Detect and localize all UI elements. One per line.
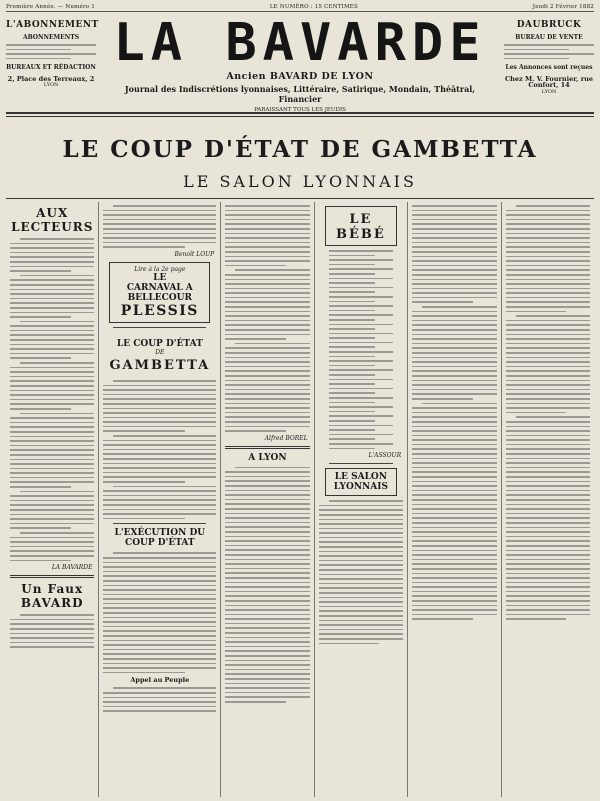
faux-bavard-title: Un Faux BAVARD: [20, 582, 84, 611]
issue-date: Jeudi 2 Février 1882: [532, 3, 594, 10]
header: [6, 12, 594, 113]
right-info-box: [504, 22, 594, 95]
right-box-city: LYON: [541, 88, 557, 95]
right-box-address-label: Les Annonces sont reçues: [505, 64, 593, 72]
masthead: [104, 13, 496, 113]
column-1: [6, 202, 99, 797]
coup-detat-box: [109, 332, 210, 376]
aux-lecteurs-signature: LA BAVARDE: [51, 564, 93, 572]
header-rule-thin: [6, 116, 594, 117]
issue-price: LE NUMÉRO : 15 CENTIMES: [269, 3, 358, 10]
aux-lecteurs-title: AUX LECTEURS: [11, 206, 94, 234]
a-lyon-title: A LYON: [248, 452, 287, 463]
left-info-box: [6, 20, 99, 89]
carnaval-box-note: Lire à la 2e page: [134, 265, 186, 273]
le-bebe-signature: L'ASSOUR: [368, 452, 402, 460]
column-5: [408, 202, 501, 797]
dateline: [6, 2, 594, 12]
right-box-address: Chez M. V. Fournier, rue Confort, 14: [505, 74, 593, 90]
carnaval-box-name: PLESSIS: [120, 302, 199, 319]
appel-au-peuple-title: Appel au Peuple: [130, 676, 190, 685]
main-headline: LE COUP D'ÉTAT DE GAMBETTA: [62, 136, 538, 163]
left-box-address-label: BUREAUX ET RÉDACTION: [6, 64, 96, 72]
header-rule: [6, 112, 594, 114]
coup-detat-box-name: GAMBETTA: [109, 357, 211, 373]
column-2: [99, 202, 221, 797]
newspaper-subtitle: Ancien BAVARD DE LYON: [226, 71, 374, 82]
publication-frequency: PARAISSANT TOUS LES JEUDIS: [254, 107, 346, 113]
carnaval-box-title: CARNAVAL A BELLECOUR: [126, 282, 193, 303]
coup-detat-box-de: DE: [155, 348, 165, 356]
salon-lyonnais-title: LE SALON LYONNAIS: [333, 472, 388, 493]
le-bebe-title: LE BÉBÉ: [335, 212, 386, 242]
carnaval-box-le: LE: [153, 272, 167, 283]
column-3: [221, 202, 314, 797]
newspaper-tagline: Journal des Indiscrétions lyonnaises, Littéraire, Satirique, Mondain, Théâtral, Financier: [124, 84, 476, 104]
right-box-subtitle: BUREAU DE VENTE: [515, 33, 583, 41]
carnaval-box: [109, 262, 210, 323]
column-4: [315, 202, 408, 797]
left-box-city: LYON: [43, 82, 59, 89]
columns-rule: [6, 198, 594, 199]
issue-number: Première Année. — Numéro 1: [6, 3, 95, 10]
le-bebe-box: [325, 206, 397, 246]
main-subheadline: LE SALON LYONNAIS: [183, 172, 417, 191]
salon-lyonnais-box: [325, 468, 397, 496]
newspaper-title: LA BAVARDE: [113, 13, 487, 73]
coup-detat-box-title: LE COUP D'ÉTAT: [116, 338, 203, 349]
left-box-address: 2, Place des Terreaux, 2: [7, 74, 95, 83]
article-columns: [6, 202, 594, 797]
column-3-signature: Alfred BOREL: [264, 434, 308, 442]
column-6: [502, 202, 594, 797]
left-box-subtitle: ABONNEMENTS: [22, 33, 80, 41]
column-2-signature: Benoît LOUP: [174, 250, 215, 258]
article-body: [10, 238, 94, 561]
execution-title: L'EXÉCUTION DU COUP D'ÉTAT: [114, 528, 206, 549]
left-box-title: L'ABONNEMENT: [6, 20, 99, 30]
right-box-title: DAUBRUCK: [516, 20, 582, 30]
